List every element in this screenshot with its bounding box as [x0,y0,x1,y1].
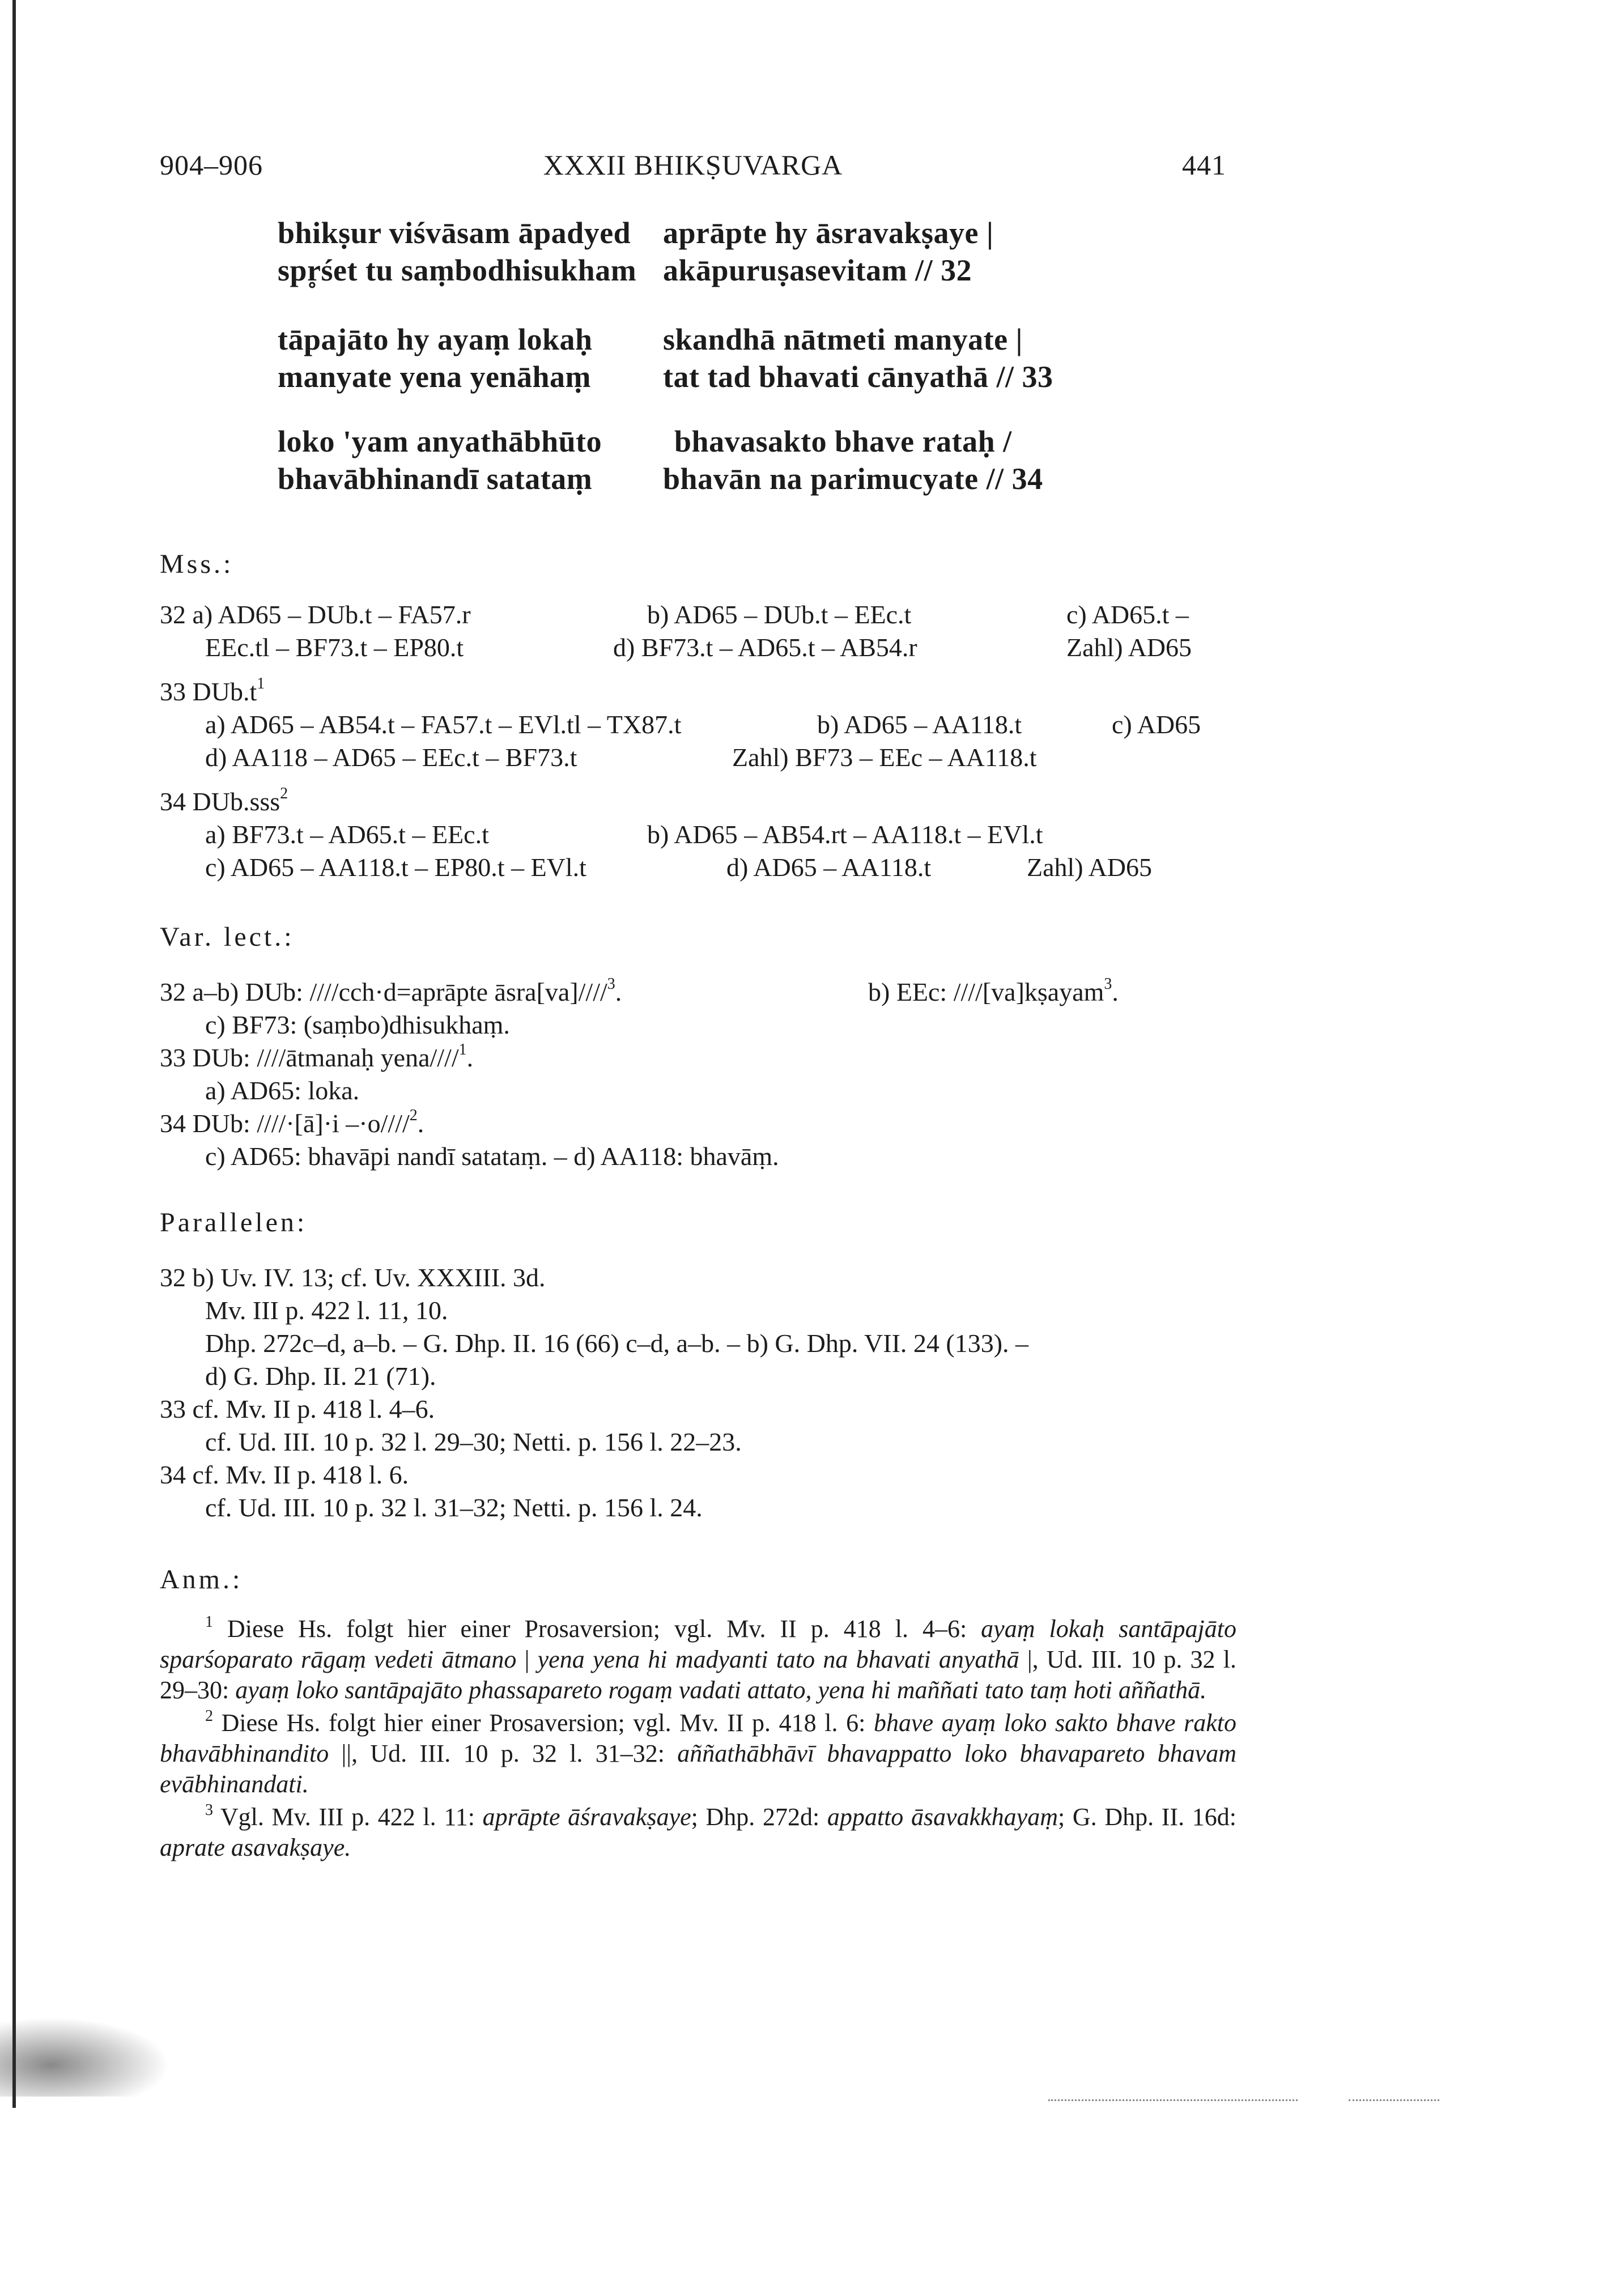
varlect-heading: Var. lect.: [160,922,295,952]
page: 904–906 XXXII BHIKṢUVARGA 441 bhikṣur viśvāsam āpadyed aprāpte hy āsravakṣaye | spr̥śet tu saṃbodhisukham akāpuruṣasevitam // 32 tāpajāto hy ayaṃ lokaḥ skandhā nātmeti manyate | manyate yena yenāhaṃ tat tad bhavati cānyathā // 33 loko 'yam anyathābhūto bhavasakto bhave rataḥ / bhavābhinandī satataṃ bhavān na parimucyate // 34 Mss.: 32 a) AD65 – DUb.t – FA57.r b) AD65 – DUb.t – EEc.t c) AD65.t – EEc.tl – BF73.t – EP80.t d) BF73.t – AD65.t – AB54.r Zahl) AD65 33 $DUb.t^1$ a) AD65 – AB54.t – FA57.t – EVl.tl – TX87.t b) AD65 – AA118.t c) AD65 d) AA118 – AD65 – EEc.t – BF73.t Zahl) BF73 – EEc – AA118.t 34 DUb.sss$^2$ a) BF73.t – AD65.t – EEc.t b) AD65 – AB54.rt – AA118.t – EVl.t c) AD65 – AA118.t – EP80.t – EVl.t d) AD65 – AA118.t Zahl) AD65 Var. lect.: 32 a–b) DUb: ////cch·d=aprāpte āsra[va]////$^3$. b) EEc: ////[va]kṣayam$^3$. c) BF73: (saṃbo)dhisukhaṃ. 33 DUb: ////ātmanaḥ yena////$^1$. a) AD65: loka. 34 DUb: ////·[ā]·i –·o////$^2$. c) AD65: bhavāpi nandī satataṃ. – d) AA118: bhavāṃ. Parallelen: 32 b) Uv. IV. 13; cf. Uv. XXXIII. 3d. Mv. III p. 422 l. 11, 10. Dhp. 272c–d, a–b. – G. Dhp. II. 16 (66) c–d, a–b. – b) G. Dhp. VII. 24 (133). – d) G. Dhp. II. 21 (71). 33 cf. Mv. II p. 418 l. 4–6. cf. Ud. III. 10 p. 32 l. 29–30; Netti. p. 156 l. 22–23. 34 cf. Mv. II p. 418 l. 6. cf. Ud. III. 10 p. 32 l. 31–32; Netti. p. 156 l. 24. Anm.: $^1$ Diese Hs. folgt hier einer Prosaversion; vgl. Mv. II p. 418 l. 4–6: ayaṃ lokaḥ santāpajāto sparśoparato rāgaṃ vedeti ātmano | yena yena hi madyanti tato na bhavati anyathā |, Ud. III. 10 p. 32 l. 29–30: ayaṃ loko santāpajāto phassapareto rogaṃ vadati attato, yena hi maññati tato taṃ hoti aññathā. $^2$ Diese Hs. folgt hier einer Prosaversion; vgl. Mv. II p. 418 l. 6: bhave ayaṃ loko sakto bhave rakto bhavābhinandito ||, Ud. III. 10 p. 32 l. 31–32: aññathābhāvī bhavappatto loko bhavapareto bhavam evābhinandati. $^3$ Vgl. Mv. III p. 422 l. 11: aprāpte āśravakṣaye; Dhp. 272d: appatto āsavakkhayaṃ; G. Dhp. II. 16d: aprate asavakṣaye. [0,0,1624,2296]
footnote-2: $^2$ Diese Hs. folgt hier einer Prosaversion; vgl. Mv. II p. 418 l. 6: bhave ayaṃ loko sakto bhave rakto bhavābhinandito ||, Ud. III. 10 p. 32 l. 31–32: aññathābhāvī bhavappatto loko bhavapareto bhavam evābhinandati. [160,1707,1237,1798]
pada-b: tat tad bhavati cānyathā // 33 [663,360,1053,394]
pada-b: skandhā nātmeti manyate | [663,322,1023,356]
pada-a: spr̥śet tu saṃbodhisukham [278,253,637,287]
scan-artifact-rule-2 [1349,2099,1439,2101]
binding-edge [12,0,16,2108]
mss-heading: Mss.: [160,549,234,579]
pada-a: tāpajāto hy ayaṃ lokaḥ [278,322,593,356]
anm-heading: Anm.: [160,1564,243,1595]
chapter-title: XXXII BHIKṢUVARGA [543,149,843,181]
page-range: 904–906 [160,149,263,181]
pada-b: bhavān na parimucyate // 34 [663,462,1043,496]
running-head [160,148,1226,194]
pada-b: akāpuruṣasevitam // 32 [663,253,972,287]
scan-smudge [0,2017,170,2097]
footnote-1: $^1$ Diese Hs. folgt hier einer Prosaversion; vgl. Mv. II p. 418 l. 4–6: ayaṃ lokaḥ santāpajāto sparśoparato rāgaṃ vedeti ātmano | yena yena hi madyanti tato na bhavati anyathā |, Ud. III. 10 p. 32 l. 29–30: ayaṃ loko santāpajāto phassapareto rogaṃ vadati attato, yena hi maññati tato taṃ hoti aññathā. [160,1613,1237,1704]
pada-b: aprāpte hy āsravakṣaye | [663,216,994,250]
scan-artifact-rule [1048,2099,1298,2101]
footnotes [160,1614,1236,1865]
page-number: 441 [1182,149,1226,181]
parallelen-heading: Parallelen: [160,1207,308,1238]
pada-a: loko 'yam anyathābhūto [278,424,602,458]
pada-b: bhavasakto bhave rataḥ / [674,424,1012,458]
footnote-3: $^3$ Vgl. Mv. III p. 422 l. 11: aprāpte āśravakṣaye; Dhp. 272d: appatto āsavakkhayaṃ; G. Dhp. II. 16d: aprate asavakṣaye. [160,1801,1236,1861]
pada-a: manyate yena yenāhaṃ [278,360,591,394]
pada-a: bhavābhinandī satataṃ [278,462,593,496]
pada-a: bhikṣur viśvāsam āpadyed [278,216,631,250]
